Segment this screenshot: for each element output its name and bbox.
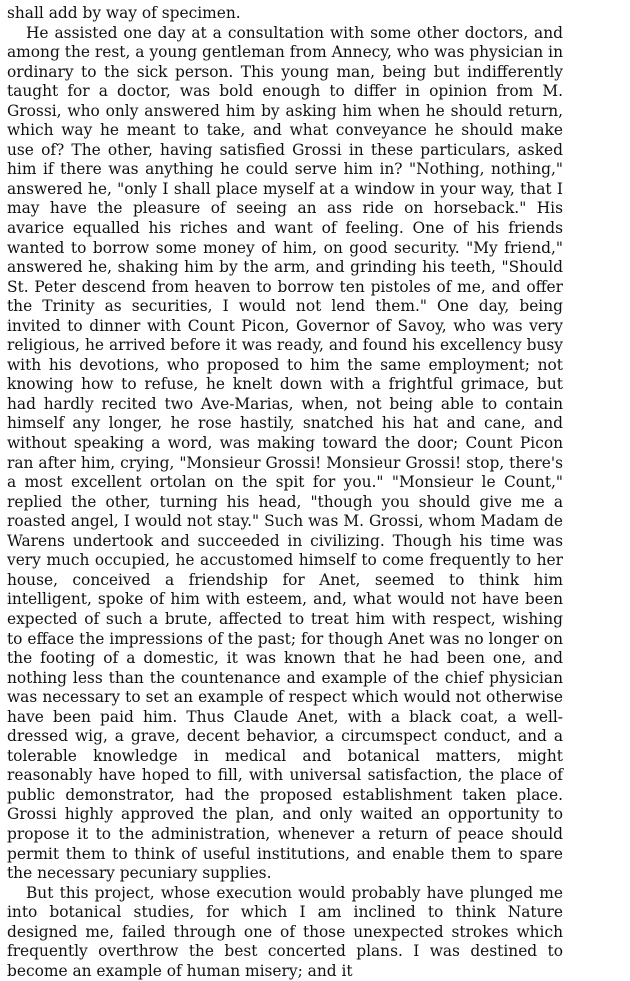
paragraph-continuation: shall add by way of specimen. — [7, 4, 241, 22]
document-page — [7, 4, 563, 981]
paragraph-grossi-anecdotes: He assisted one day at a consultation with some other doctors, and among the rest, a young gentleman from Annecy, who was physician in ordinary to the sick person. This young man, being but indifferently taught for a doctor, was bold enough to differ in opinion from M. Grossi, who only answered him by asking him when he should return, which way he meant to take, and what conveyance he should make use of? The other, having satisfied Grossi in these particulars, asked him if there was anything he could serve him in? "Nothing, nothing," answered he, "only I shall place myself at a window in your way, that I may have the pleasure of seeing an ass ride on horseback." His avarice equalled his riches and want of feeling. One of his friends wanted to borrow some money of him, on good security. "My friend," answered he, shaking him by the arm, and grinding his teeth, "Should St. Peter descend from heaven to borrow ten pistoles of me, and offer the Trinity as securities, I would not lend them." One day, being invited to dinner with Count Picon, Governor of Savoy, who was very religious, he arrived before it was ready, and found his excellency busy with his devotions, who proposed to him the same employment; not knowing how to refuse, he knelt down with a frightful grimace, but had hardly recited two Ave-Marias, when, not being able to contain himself any longer, he rose hastily, snatched his hat and cane, and without speaking a word, was making toward the door; Count Picon ran after him, crying, "Monsieur Grossi! Monsieur Grossi! stop, there's a most excellent ortolan on the spit for you." "Monsieur le Count," replied the other, turning his head, "though you should give me a roasted angel, I would not stay." Such was M. Grossi, whom Madam de Warens undertook and succeeded in civilizing. Though his time was very much occupied, he accustomed himself to come frequently to her house, conceived a friendship for Anet, seemed to think him intelligent, spoke of him with esteem, and, what would not have been expected of such a brute, affected to treat him with respect, wishing to efface the impressions of the past; for though Anet was no longer on the footing of a domestic, it was known that he had been one, and nothing less than the countenance and example of the chief physician was necessary to set an example of respect which would not otherwise have been paid him. Thus Claude Anet, with a black coat, a well-dressed wig, a grave, decent behavior, a circumspect conduct, and a tolerable knowledge in medical and botanical matters, might reasonably have hoped to fill, with universal satisfaction, the place of public demonstrator, had the proposed establishment taken place. Grossi highly approved the plan, and only waited an opportunity to propose it to the administration, whenever a return of peace should permit them to think of useful institutions, and enable them to spare the necessary pecuniary supplies. — [7, 23, 563, 883]
paragraph-project-failed: But this project, whose execution would probably have plunged me into botanical studies, for which I am inclined to think Nature designed me, failed through one of those unexpected strokes which frequently overthrow the best concerted plans. I was destined to become an example of human misery; and it — [7, 883, 563, 980]
